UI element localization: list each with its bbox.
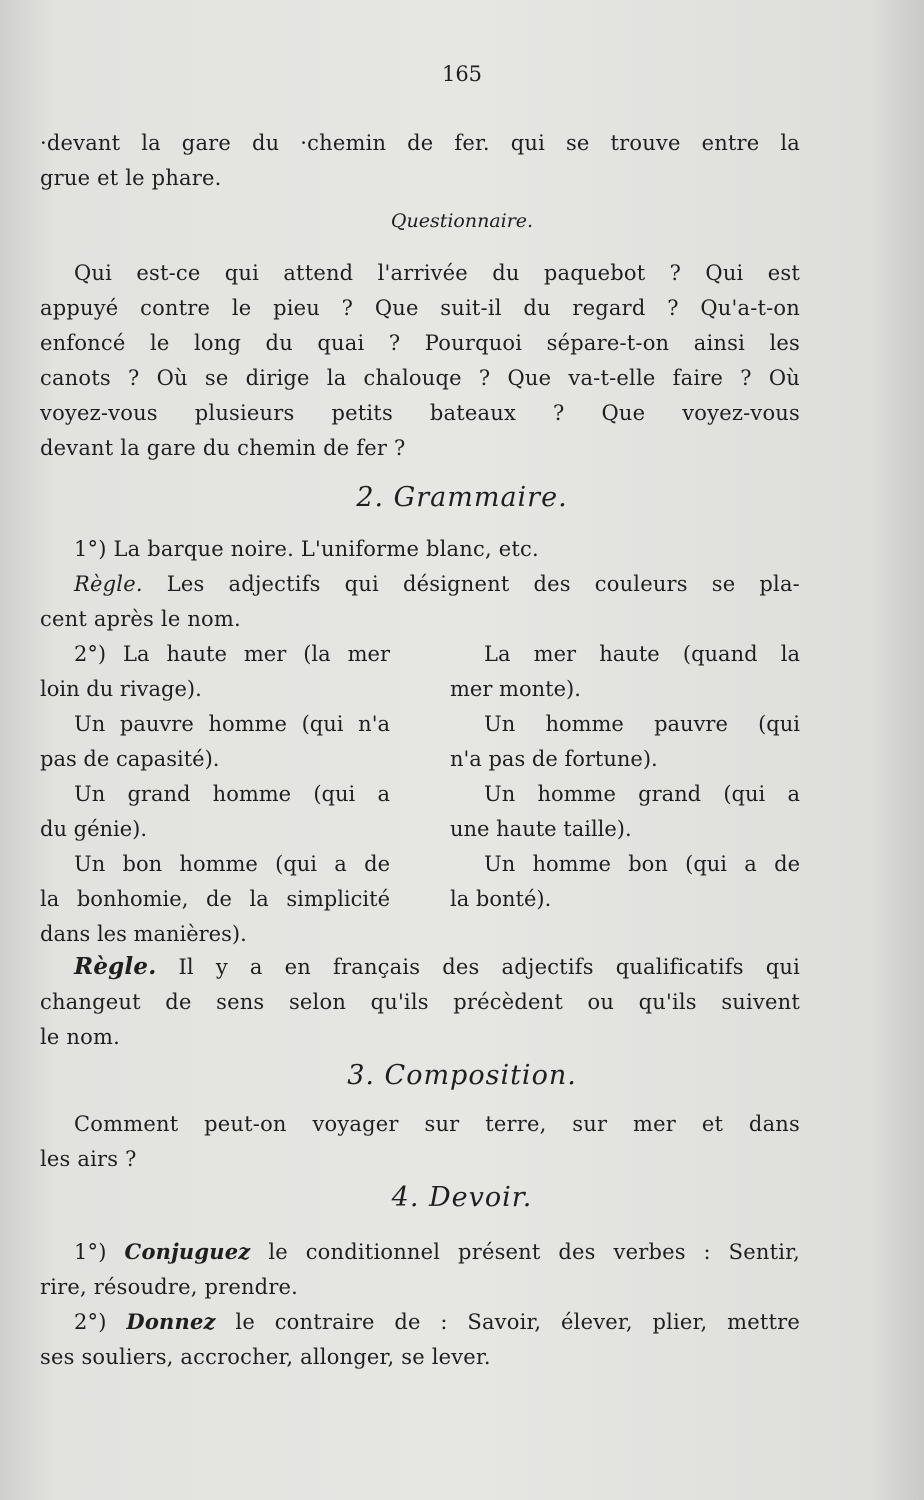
devoir-item-2-line: ses souliers, accrocher, allonger, se lever. bbox=[40, 1345, 491, 1369]
left-col-line: loin du rivage). bbox=[40, 677, 202, 701]
regle-2-label: Règle. bbox=[74, 953, 157, 980]
right-col-line: Un homme bon (qui a de bbox=[484, 852, 800, 876]
right-col-line: La mer haute (quand la bbox=[484, 642, 800, 666]
composition-line: les airs ? bbox=[40, 1147, 137, 1171]
regle-1-line: cent après le nom. bbox=[40, 607, 241, 631]
devoir-item-2 bbox=[40, 1304, 800, 1375]
devoir-item-2-line bbox=[40, 1304, 800, 1340]
regle-1-line bbox=[40, 567, 800, 602]
questionnaire-line: canots ? Où se dirige la chalouqe ? Que va-t-elle faire ? Où bbox=[40, 366, 800, 390]
composition-paragraph bbox=[40, 1107, 800, 1177]
left-col-line: dans les manières). bbox=[40, 922, 247, 946]
questionnaire-line: enfoncé le long du quai ? Pourquoi sépare-t-on ainsi les bbox=[40, 331, 800, 355]
composition-line: Comment peut-on voyager sur terre, sur mer et dans bbox=[74, 1112, 800, 1136]
left-col-line: Un bon homme (qui a de bbox=[74, 852, 390, 876]
intro-paragraph bbox=[40, 126, 800, 196]
intro-line: grue et le phare. bbox=[40, 166, 222, 190]
left-col-line: Un pauvre homme (qui n'a bbox=[74, 712, 390, 736]
devoir-item-1-line bbox=[40, 1234, 800, 1270]
right-col-line: une haute taille). bbox=[450, 817, 632, 841]
devoir-item-2-verb: Donnez bbox=[126, 1309, 216, 1334]
devoir-item-1-verb: Conjuguez bbox=[124, 1239, 251, 1264]
page-number: 165 bbox=[441, 62, 483, 86]
left-col-line: la bonhomie, de la simplicité bbox=[40, 887, 390, 911]
devoir-heading: 4. Devoir. bbox=[391, 1182, 533, 1213]
regle-2 bbox=[40, 949, 800, 1055]
devoir-item-1-text: le conditionnel présent des verbes : Sentir, bbox=[268, 1240, 800, 1264]
regle-2-line bbox=[40, 949, 800, 985]
right-col-line: Un homme pauvre (qui bbox=[484, 712, 800, 736]
regle-1-label: Règle. bbox=[74, 572, 143, 596]
regle-2-line: changeut de sens selon qu'ils précèdent ou qu'ils suivent bbox=[40, 990, 800, 1014]
regle-2-line: le nom. bbox=[40, 1025, 120, 1049]
grammaire-heading: 2. Grammaire. bbox=[356, 482, 568, 513]
examples-left-column bbox=[40, 637, 390, 952]
right-col-line: mer monte). bbox=[450, 677, 581, 701]
left-col-line: du génie). bbox=[40, 817, 148, 841]
devoir-item-1-line: rire, résoudre, prendre. bbox=[40, 1275, 299, 1299]
right-col-line: la bonté). bbox=[450, 887, 552, 911]
grammaire-example-1 bbox=[40, 532, 800, 567]
regle-2-text: Il y a en français des adjectifs qualificatifs qui bbox=[178, 955, 800, 979]
devoir-item-1-number: 1°) bbox=[74, 1240, 107, 1264]
questionnaire-line: appuyé contre le pieu ? Que suit-il du regard ? Qu'a-t-on bbox=[40, 296, 800, 320]
questionnaire-line: voyez-vous plusieurs petits bateaux ? Que voyez-vous bbox=[40, 401, 800, 425]
intro-line: ·devant la gare du ·chemin de fer. qui se trouve entre la bbox=[40, 131, 800, 155]
regle-1 bbox=[40, 567, 800, 637]
composition-heading: 3. Composition. bbox=[347, 1060, 577, 1091]
questionnaire-paragraph bbox=[40, 256, 800, 466]
questionnaire-heading: Questionnaire. bbox=[390, 210, 534, 232]
devoir-item-2-text: le contraire de : Savoir, élever, plier, mettre bbox=[235, 1310, 800, 1334]
questionnaire-line: Qui est-ce qui attend l'arrivée du paquebot ? Qui est bbox=[74, 261, 800, 285]
examples-right-column bbox=[450, 637, 800, 917]
left-col-line: Un grand homme (qui a bbox=[74, 782, 390, 806]
left-col-line: 2°) La haute mer (la mer bbox=[74, 642, 390, 666]
right-col-line: Un homme grand (qui a bbox=[484, 782, 800, 806]
questionnaire-line: devant la gare du chemin de fer ? bbox=[40, 436, 406, 460]
example-line: 1°) La barque noire. L'uniforme blanc, etc. bbox=[74, 537, 539, 561]
devoir-item-2-number: 2°) bbox=[74, 1310, 107, 1334]
left-col-line: pas de capasité). bbox=[40, 747, 220, 771]
regle-1-text: Les adjectifs qui désignent des couleurs se pla- bbox=[166, 572, 800, 596]
devoir-item-1 bbox=[40, 1234, 800, 1305]
right-col-line: n'a pas de fortune). bbox=[450, 747, 658, 771]
